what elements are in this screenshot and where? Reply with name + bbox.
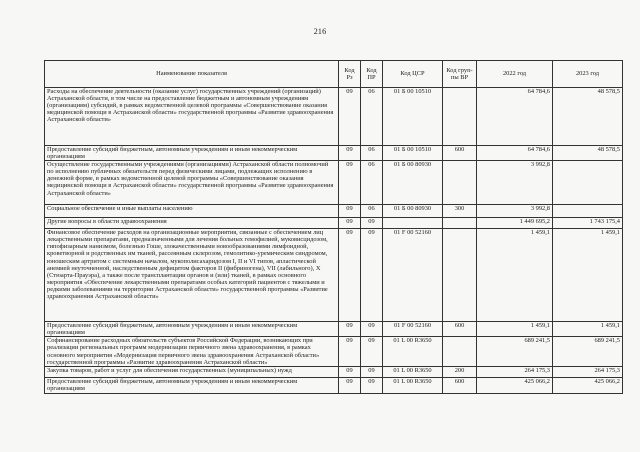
header-csr: Код ЦСР xyxy=(383,61,443,88)
header-rz: Код Рз xyxy=(339,61,361,88)
row-csr: 01 L 00 R3650 xyxy=(383,337,443,367)
row-vr xyxy=(443,88,477,146)
row-csr: 01 L 00 R3650 xyxy=(383,367,443,378)
row-2022: 64 784,6 xyxy=(477,88,553,146)
row-pr: 09 xyxy=(361,337,383,367)
row-pr: 06 xyxy=(361,146,383,161)
row-name: Софинансирование расходных обязательств субъектов Российской Федерации, возникающих при реализации региональных программ модернизации первичного звена здравоохранения, в рамках основного мероприятия «Модернизация первичного звена здравоохранения Астраханской области» государственной программы «Развитие здравоохранения Астраханской области» xyxy=(45,337,339,367)
row-pr: 09 xyxy=(361,322,383,337)
row-name: Предоставление субсидий бюджетным, автономным учреждениям и иным некоммерческим организациям xyxy=(45,322,339,337)
row-csr: 01 F 00 52160 xyxy=(383,229,443,322)
row-2022: 3 992,8 xyxy=(477,205,553,218)
table-row xyxy=(45,161,623,205)
row-name: Предоставление субсидий бюджетным, автономным учреждениям и иным некоммерческим организациям xyxy=(45,378,339,393)
row-2023: 264 175,3 xyxy=(553,367,623,378)
table-row xyxy=(45,218,623,229)
row-csr: 01 Б 00 10510 xyxy=(383,146,443,161)
row-2023: 1 743 175,4 xyxy=(553,218,623,229)
header-2023: 2023 год xyxy=(553,61,623,88)
row-pr: 09 xyxy=(361,378,383,393)
row-2023: 689 241,5 xyxy=(553,337,623,367)
row-vr xyxy=(443,161,477,205)
row-2022: 3 992,8 xyxy=(477,161,553,205)
row-2022: 1 459,1 xyxy=(477,322,553,337)
row-vr xyxy=(443,337,477,367)
row-csr: 01 Б 00 80930 xyxy=(383,205,443,218)
table-row xyxy=(45,146,623,161)
header-name: Наименование показателя xyxy=(45,61,339,88)
row-vr: 600 xyxy=(443,322,477,337)
table-row xyxy=(45,378,623,393)
header-2022: 2022 год xyxy=(477,61,553,88)
row-pr: 06 xyxy=(361,205,383,218)
row-vr xyxy=(443,229,477,322)
row-2022: 1 449 695,2 xyxy=(477,218,553,229)
table-row xyxy=(45,88,623,146)
table-row xyxy=(45,337,623,367)
row-2023: 1 459,1 xyxy=(553,322,623,337)
row-rz: 09 xyxy=(339,337,361,367)
table-header-row xyxy=(45,61,623,88)
table-row xyxy=(45,229,623,322)
header-pr: Код ПР xyxy=(361,61,383,88)
row-2023: 425 066,2 xyxy=(553,378,623,393)
row-2022: 64 784,6 xyxy=(477,146,553,161)
row-rz: 09 xyxy=(339,88,361,146)
row-csr: 01 Б 00 10510 xyxy=(383,88,443,146)
row-csr: 01 L 00 R3650 xyxy=(383,378,443,393)
row-rz: 09 xyxy=(339,146,361,161)
row-rz: 09 xyxy=(339,229,361,322)
row-name: Осуществление государственными учреждениями (организациями) Астраханской области полномочий по исполнению публичных обязательств перед физическими лицами, подлежащих исполнению в денежной форме, в рамках ведомственной целевой программы «Совершенствование оказания медицинской помощи в Астраханской области» государственной программы «Развитие здравоохранения Астраханской области» xyxy=(45,161,339,205)
table-row xyxy=(45,322,623,337)
row-name: Расходы на обеспечение деятельности (оказание услуг) государственных учреждений (организаций) Астраханской области, в том числе на предоставление бюджетным и автономным учреждениям (организациям) субсидий, в рамках ведомственной целевой программы «Совершенствование оказания медицинской помощи в Астраханской области» государственной программы «Развитие здравоохранения Астраханской области» xyxy=(45,88,339,146)
table-row xyxy=(45,205,623,218)
row-vr xyxy=(443,218,477,229)
row-2023: 48 578,5 xyxy=(553,146,623,161)
row-pr: 06 xyxy=(361,88,383,146)
row-name: Закупка товаров, работ и услуг для обеспечения государственных (муниципальных) нужд xyxy=(45,367,339,378)
row-2023: 48 578,5 xyxy=(553,88,623,146)
row-pr: 09 xyxy=(361,367,383,378)
row-csr: 01 Б 00 80930 xyxy=(383,161,443,205)
row-2022: 264 175,3 xyxy=(477,367,553,378)
row-vr: 200 xyxy=(443,367,477,378)
row-csr xyxy=(383,218,443,229)
row-rz: 09 xyxy=(339,161,361,205)
row-vr: 300 xyxy=(443,205,477,218)
row-rz: 09 xyxy=(339,218,361,229)
row-name: Предоставление субсидий бюджетным, автономным учреждениям и иным некоммерческим организациям xyxy=(45,146,339,161)
row-rz: 09 xyxy=(339,378,361,393)
row-name: Социальное обеспечение и иные выплаты населению xyxy=(45,205,339,218)
table-row xyxy=(45,367,623,378)
row-pr: 06 xyxy=(361,161,383,205)
row-2022: 425 066,2 xyxy=(477,378,553,393)
row-2022: 689 241,5 xyxy=(477,337,553,367)
page-number: 216 xyxy=(313,27,327,36)
row-rz: 09 xyxy=(339,367,361,378)
row-name: Финансовое обеспечение расходов на организационные мероприятия, связанные с обеспечением лиц лекарственными препаратами, предназначенными для лечения больных гемофилией, муковисцидозом, гипофизарным нанизмом, болезнью Гоше, злокачественными новообразованиями лимфоидной, кроветворной и родственных им тканей, рассеянным склерозом, гемолитико-уремическим синдромом, юношеским артритом с системным началом, мукополисахаридозом I, II и VI типов, апластической анемией неуточненной, наследственным дефицитом факторов II (фибриногена), VII (лабильного), X (Стюарта-Прауэра), а также после трансплантации органов и (или) тканей, в рамках основного мероприятия «Обеспечение лекарственными препаратами особых категорий пациентов с тяжелыми и редкими заболеваниями на территории Астраханской области» государственной программы «Развитие здравоохранения Астраханской области» xyxy=(45,229,339,322)
budget-table xyxy=(44,60,623,394)
row-2023 xyxy=(553,205,623,218)
row-pr: 09 xyxy=(361,218,383,229)
row-2023 xyxy=(553,161,623,205)
row-rz: 09 xyxy=(339,322,361,337)
row-vr: 600 xyxy=(443,378,477,393)
row-vr: 600 xyxy=(443,146,477,161)
header-vr: Код груп-пы ВР xyxy=(443,61,477,88)
row-csr: 01 F 00 52160 xyxy=(383,322,443,337)
row-name: Другие вопросы в области здравоохранения xyxy=(45,218,339,229)
row-rz: 09 xyxy=(339,205,361,218)
row-pr: 09 xyxy=(361,229,383,322)
row-2023: 1 459,1 xyxy=(553,229,623,322)
row-2022: 1 459,1 xyxy=(477,229,553,322)
